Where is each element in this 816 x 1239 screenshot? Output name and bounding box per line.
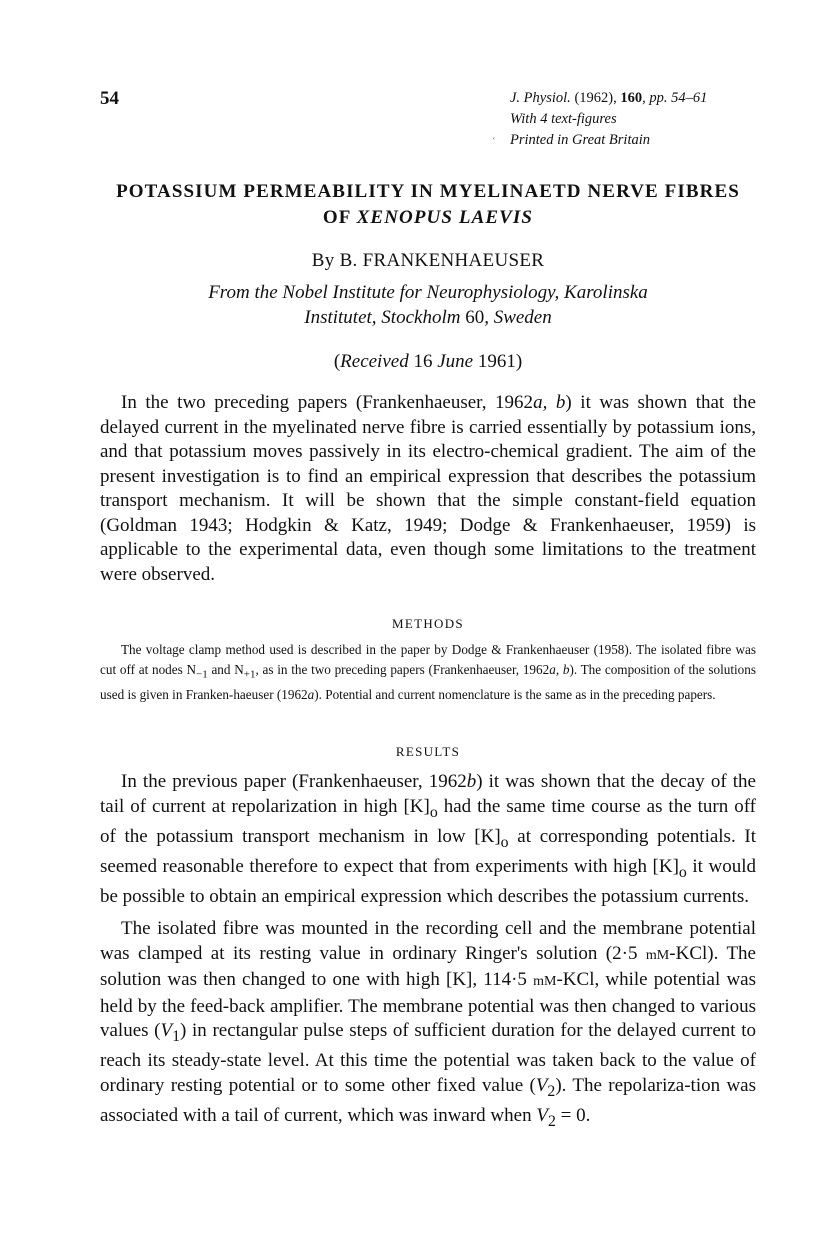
methods-ref-letter: a [307, 686, 315, 702]
received-month: June [437, 351, 474, 372]
unit-mm: mM [533, 974, 557, 989]
journal-citation [492, 88, 708, 151]
affiliation-institute: Institutet, Stockholm [304, 307, 466, 328]
species-name: XENOPUS LAEVIS [356, 207, 534, 228]
subscript-o: o [678, 863, 687, 881]
results-text-2a: The isolated fibre was mounted in the recording cell and the membrane potential was clamped at its resting value in ordinary Ringer's solution (2·5 [100, 918, 756, 964]
affiliation-postal-number: 60 [465, 307, 485, 328]
methods-heading: METHODS [392, 616, 464, 631]
results-heading: RESULTS [395, 744, 461, 759]
methods-text-4: ). The composition of the solutions used is given in Franken-haeuser (1962 [100, 661, 756, 702]
methods-ref-letters: a, b [549, 661, 570, 677]
affiliation-country: , Sweden [484, 307, 552, 328]
symbol-v: V [535, 1074, 548, 1096]
subscript-2: 2 [547, 1082, 556, 1100]
methods-paragraph [100, 640, 756, 704]
intro-ref-letters: a, b [533, 392, 566, 413]
methods-text-5: ). Potential and current nomenclature is the same as in the preceding papers. [314, 686, 716, 702]
page-number: 54 [100, 88, 119, 109]
node-subscript-minus: −1 [196, 668, 208, 681]
author-line: By B. FRANKENHAEUSER [311, 250, 545, 271]
results-text-d: had the same time course as the turn off of the potassium transport mechanism in low [K] [100, 795, 756, 847]
journal-volume: 160 [620, 90, 643, 106]
results-text-2e: ). The repolariza-tion was associated with a tail of current, which was inward when [100, 1074, 756, 1127]
received-open: ( [333, 351, 341, 372]
title-prefix: OF [322, 207, 357, 228]
results-text-2f: = 0. [555, 1105, 591, 1127]
symbol-v: V [536, 1105, 548, 1127]
results-text-a: In the previous paper (Frankenhaeuser, 1962 [121, 771, 467, 792]
received-day: 16 [408, 351, 438, 372]
unit-mm: mM [645, 947, 670, 963]
subscript-2: 2 [547, 1112, 556, 1130]
methods-text-2: and N [207, 661, 244, 677]
received-word: Received [340, 351, 409, 372]
subscript-o: o [429, 803, 438, 821]
intro-text-b: ) it was shown that the delayed current in the myelinated nerve fibre is carried essentially by potassium ions, and that potassium moves passively in its electro-chemical gradient. The aim of the present investigation is to find an empirical expression that describes the potassium transport mechanism. It will be shown that the simple constant-field equation (Goldman 1943; Hodgkin & Katz, 1949; Dodge & Frankenhaeuser, 1959) is applicable to the experimental data, even though some limitations to the treatment were observed. [100, 392, 756, 585]
affiliation-line-1: From the Nobel Institute for Neurophysiology, Karolinska [208, 282, 648, 303]
results-text-2d: ) in rectangular pulse steps of sufficient duration for the delayed current to reach its steady-state level. At this time the potential was taken back to the value of ordinary resting potential or to some other fixed value ( [100, 1020, 756, 1096]
node-subscript-plus: +1 [243, 668, 256, 681]
intro-text-a: In the two preceding papers (Frankenhaeuser, 1962 [121, 392, 534, 413]
methods-text-1: The voltage clamp method used is described in the paper by Dodge & Frankenhaeuser (1958). The isolated fibre was cut off at nodes N [100, 642, 756, 677]
results-ref-letter: b [466, 771, 477, 792]
print-mark: ʿ [492, 136, 496, 148]
figures-line: With 4 text-figures [510, 111, 617, 127]
article-title [100, 179, 756, 231]
journal-pages: , pp. 54–61 [642, 90, 708, 106]
journal-name: J. Physiol. [510, 90, 571, 106]
affiliation [100, 280, 756, 330]
results-text-e: at corresponding potentials. It seemed reasonable therefore to expect that from experiments with high [K] [100, 825, 756, 878]
methods-text-3: , as in the two preceding papers (Frankenhaeuser, 1962 [255, 661, 550, 677]
title-line-1: POTASSIUM PERMEABILITY IN MYELINAETD NERVE FIBRES [116, 181, 740, 202]
journal-year: (1962), [574, 90, 621, 106]
printed-line: Printed in Great Britain [510, 132, 651, 148]
symbol-v: V [160, 1020, 173, 1041]
results-paragraph-2 [100, 917, 756, 1134]
results-paragraph-1 [100, 770, 756, 910]
results-text-2b: -KCl). The solution was then changed to one with high [K], 114·5 [100, 942, 756, 990]
subscript-1: 1 [172, 1027, 181, 1045]
received-year: 1961) [473, 351, 523, 372]
results-text-c: ) it was shown that the decay of the tail of current at repolarization in high [K] [100, 771, 756, 817]
journal-reference-line [510, 88, 707, 109]
results-text-f: it would be possible to obtain an empirical expression which describes the potassium currents. [100, 856, 756, 908]
results-text-2c: -KCl, while potential was held by the feed-back amplifier. The membrane potential was then changed to various values ( [100, 969, 757, 1041]
affiliation-line-2 [100, 305, 756, 330]
intro-paragraph [100, 391, 756, 587]
received-date [100, 351, 756, 373]
title-line-2 [100, 205, 756, 231]
subscript-o: o [500, 833, 509, 851]
